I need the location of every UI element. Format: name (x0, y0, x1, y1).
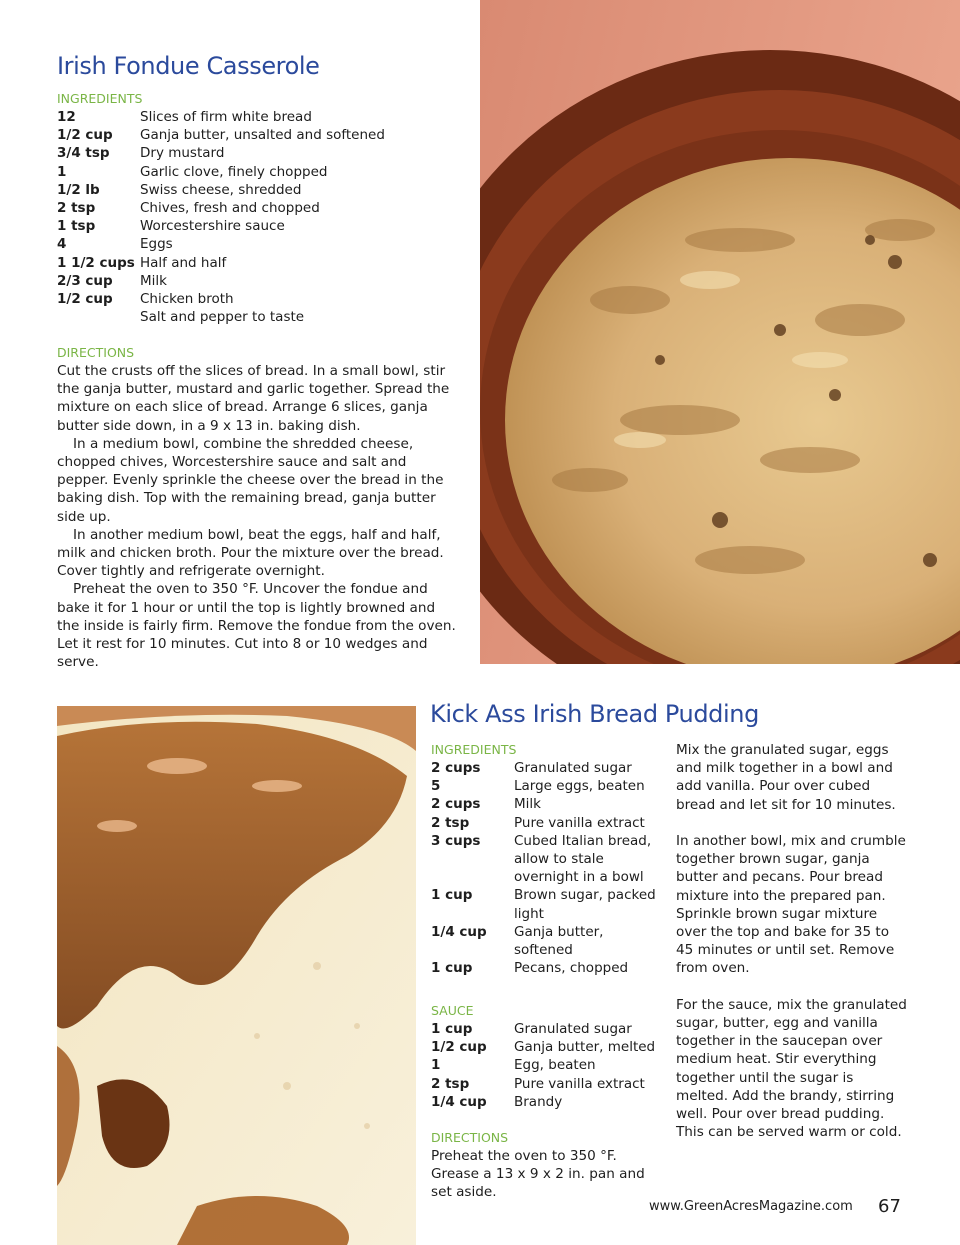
directions-heading: DIRECTIONS (431, 1130, 509, 1145)
ingredient-name: Milk (514, 796, 541, 813)
recipe-title: Irish Fondue Casserole (57, 52, 320, 80)
ingredient-row (431, 959, 661, 977)
ingredient-name: Salt and pepper to taste (140, 309, 305, 326)
ingredient-name: Worcestershire sauce (140, 218, 285, 235)
ingredient-name: Large eggs, beaten (514, 778, 645, 795)
sauce-heading: SAUCE (431, 1003, 474, 1018)
directions-paragraph: Preheat the oven to 350 °F. Uncover the fondue and bake it for 1 hour or until the top is lightly browned and the inside is fairly firm. Remove the fondue from the oven. Let it rest for 10 minutes. Cut into 8 or 10 wedges and serve. (57, 581, 456, 671)
directions-text (57, 362, 457, 671)
ingredient-row (57, 290, 457, 308)
directions-heading: DIRECTIONS (57, 345, 135, 360)
ingredient-quantity: 12 (57, 109, 76, 125)
ingredient-quantity: 2 cups (431, 796, 481, 813)
ingredient-name: Granulated sugar (514, 1021, 632, 1037)
ingredient-row (431, 923, 661, 959)
ingredient-row (57, 254, 457, 272)
ingredient-row (431, 1020, 661, 1038)
ingredient-quantity: 1 cup (431, 1021, 473, 1037)
ingredient-quantity: 1 (57, 163, 67, 180)
ingredient-quantity: 1/4 cup (431, 923, 487, 940)
ingredient-quantity: 1/2 cup (431, 1039, 487, 1056)
ingredients-heading: INGREDIENTS (431, 742, 517, 757)
ingredient-quantity: 3/4 tsp (57, 145, 110, 162)
ingredient-name: Chicken broth (140, 291, 234, 308)
ingredient-row (431, 1056, 661, 1074)
ingredient-quantity: 1 cup (431, 887, 473, 904)
ingredient-list (57, 108, 457, 326)
ingredient-quantity: 1 cup (431, 960, 473, 977)
ingredient-name: Ganja butter, softened (514, 923, 604, 959)
ingredient-row (431, 886, 661, 922)
ingredient-name: Dry mustard (140, 145, 225, 162)
directions-paragraph: In a medium bowl, combine the shredded cheese, chopped chives, Worcestershire sauce and salt and pepper. Evenly sprinkle the cheese over the bread in the baking dish. Top with the remaining bread, ganja butter side up. (57, 435, 444, 525)
casserole-photo (480, 0, 960, 664)
ingredient-row (431, 814, 661, 832)
ingredient-row (57, 199, 457, 217)
ingredient-quantity: 2/3 cup (57, 272, 113, 289)
ingredient-row (57, 308, 457, 326)
recipe-title: Kick Ass Irish Bread Pudding (430, 700, 759, 728)
ingredient-quantity: 4 (57, 236, 67, 253)
ingredient-row (57, 126, 457, 144)
ingredient-name: Pure vanilla extract (514, 1075, 645, 1092)
ingredient-quantity: 1/2 lb (57, 181, 100, 198)
bread-pudding-photo (57, 706, 416, 1245)
ingredient-row (57, 163, 457, 181)
ingredient-row (431, 832, 661, 887)
ingredient-name: Brandy (514, 1093, 563, 1110)
ingredient-list (431, 759, 661, 977)
ingredient-name: Pure vanilla extract (514, 814, 645, 831)
ingredient-quantity: 1/2 cup (57, 291, 113, 308)
ingredient-row (431, 1038, 661, 1056)
ingredient-quantity: 2 tsp (431, 814, 470, 831)
method-paragraph: Mix the granulated sugar, eggs and milk together in a bowl and add vanilla. Pour over cubed bread and let sit for 10 minutes. (676, 742, 896, 813)
directions-paragraph: In another medium bowl, beat the eggs, half and half, milk and chicken broth. Pour the mixture over the bread. Cover tightly and refrigerate overnight. (57, 526, 444, 580)
magazine-url[interactable]: www.GreenAcresMagazine.com (649, 1199, 853, 1214)
ingredient-row (57, 144, 457, 162)
ingredient-name: Eggs (140, 236, 173, 253)
ingredient-name: Egg, beaten (514, 1057, 596, 1074)
ingredient-quantity: 1/2 cup (57, 127, 113, 144)
ingredient-name: Swiss cheese, shredded (140, 181, 302, 198)
ingredient-row (57, 181, 457, 199)
ingredients-heading: INGREDIENTS (57, 91, 143, 106)
ingredient-name: Milk (140, 272, 167, 289)
method-column (676, 741, 908, 1141)
ingredient-row (431, 1093, 661, 1111)
directions-paragraph: Cut the crusts off the slices of bread. In a small bowl, stir the ganja butter, mustard and garlic together. Spread the mixture on each slice of bread. Arrange 6 slices, ganja butter side down, in a 9 x 13 in. baking dish. (57, 363, 450, 434)
directions-text: Preheat the oven to 350 °F. Grease a 13 x 9 x 2 in. pan and set aside. (431, 1148, 645, 1201)
ingredient-name: Half and half (140, 254, 227, 271)
ingredient-quantity: 5 (431, 778, 441, 795)
ingredient-quantity: 2 cups (431, 760, 481, 776)
sauce-ingredient-list (431, 1020, 661, 1111)
ingredient-row (57, 235, 457, 253)
ingredient-quantity: 1 tsp (57, 218, 96, 235)
ingredient-row (431, 759, 661, 777)
ingredient-quantity: 3 cups (431, 832, 481, 849)
ingredient-row (431, 777, 661, 795)
ingredient-name: Slices of firm white bread (140, 109, 312, 125)
ingredient-row (57, 217, 457, 235)
ingredient-name: Pecans, chopped (514, 960, 629, 977)
ingredient-name: Garlic clove, finely chopped (140, 163, 328, 180)
ingredient-name: Chives, fresh and chopped (140, 200, 320, 217)
ingredient-quantity: 1/4 cup (431, 1093, 487, 1110)
ingredient-name: Granulated sugar (514, 760, 632, 776)
page-number: 67 (878, 1196, 901, 1217)
ingredient-quantity: 2 tsp (57, 200, 96, 217)
ingredient-name: Brown sugar, packed light (514, 887, 656, 922)
ingredient-quantity: 1 1/2 cups (57, 254, 135, 271)
ingredient-name: Cubed Italian bread, allow to stale overnight in a bowl (514, 832, 652, 886)
ingredient-row (57, 272, 457, 290)
method-paragraph: In another bowl, mix and crumble together brown sugar, ganja butter and pecans. Pour bread mixture into the prepared pan. Sprinkle brown sugar mixture over the top and bake for 35 to 45 minutes or until set. Remove from oven. (676, 833, 906, 977)
method-paragraph: For the sauce, mix the granulated sugar, butter, egg and vanilla together in the saucepan over medium heat. Stir everything together until the sugar is melted. Add the brandy, stirring well. Pour over bread pudding. This can be served warm or cold. (676, 996, 907, 1141)
ingredient-row (431, 1075, 661, 1093)
ingredient-quantity: 1 (431, 1057, 441, 1074)
ingredient-name: Ganja butter, melted (514, 1039, 656, 1056)
ingredient-name: Ganja butter, unsalted and softened (140, 127, 385, 144)
ingredient-row (57, 108, 457, 126)
ingredient-quantity: 2 tsp (431, 1075, 470, 1092)
ingredient-row (431, 795, 661, 813)
